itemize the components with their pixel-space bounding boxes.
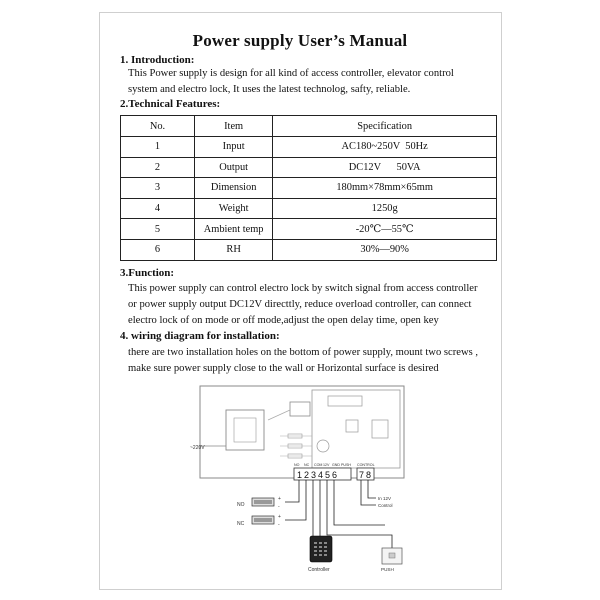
transformer-icon — [226, 410, 264, 450]
board-component — [346, 420, 358, 432]
table-header-row — [121, 116, 497, 137]
function-line-3: electro lock of on mode or off mode,adjust the open delay time, open key — [128, 315, 439, 326]
table-row — [121, 219, 497, 240]
terminal-3: 3 — [311, 470, 317, 480]
cell-spec: 30%—90% — [273, 239, 497, 260]
fuse-holder-icon — [290, 402, 310, 416]
cell-no: 2 — [121, 157, 195, 178]
table-row — [121, 178, 497, 199]
function-heading: 3.Function: — [120, 267, 175, 279]
cell-item: Dimension — [194, 178, 272, 199]
cell-item: RH — [194, 239, 272, 260]
specification-table — [120, 115, 497, 261]
keypad-controller-icon — [310, 536, 332, 562]
cell-no: 5 — [121, 219, 195, 240]
terminal-group-gnd: GND — [332, 463, 340, 467]
board-component — [328, 396, 362, 406]
column-header-item: Item — [194, 116, 272, 137]
terminal-group-12v: 12V — [323, 463, 330, 467]
cell-no: 3 — [121, 178, 195, 199]
cell-spec: AC180~250V 50Hz — [273, 137, 497, 158]
cell-item: Input — [194, 137, 272, 158]
wiring-heading: 4. wiring diagram for installation: — [120, 330, 280, 342]
in-12v-label: In 12V — [378, 496, 392, 501]
push-label: PUSH — [381, 567, 394, 572]
function-line-1: This power supply can control electro lock by switch signal from access controller — [128, 283, 478, 294]
terminal-group-no: NO — [294, 463, 300, 467]
wiring-lines — [285, 480, 392, 556]
ac-input-label: ~220V — [190, 445, 205, 451]
control-label: Control — [378, 503, 393, 508]
terminal-group-nc: NC — [304, 463, 310, 467]
page-title: Power supply User’s Manual — [192, 31, 408, 50]
terminal-5: 5 — [325, 470, 331, 480]
nc-lock-minus: - — [278, 522, 280, 528]
cell-no: 4 — [121, 198, 195, 219]
terminal-4: 4 — [318, 470, 324, 480]
table-row — [121, 239, 497, 260]
terminal-6: 6 — [332, 470, 338, 480]
cell-item: Ambient temp — [194, 219, 272, 240]
nc-lock-label: NC — [237, 521, 245, 527]
cell-item: Weight — [194, 198, 272, 219]
board-component — [372, 420, 388, 438]
cell-no: 6 — [121, 239, 195, 260]
terminal-group-push: PUSH — [341, 463, 351, 467]
wiring-line-1: there are two installation holes on the bottom of power supply, mount two screws , — [128, 347, 479, 358]
table-row — [121, 137, 497, 158]
wiring-diagram — [170, 380, 420, 575]
no-lock-plus: + — [278, 496, 281, 502]
transformer-core — [234, 418, 256, 442]
controller-label: Controller — [308, 567, 330, 573]
cell-no: 1 — [121, 137, 195, 158]
table-row — [121, 157, 497, 178]
technical-features-heading: 2.Technical Features: — [120, 98, 221, 110]
cell-spec: 180mm×78mm×65mm — [273, 178, 497, 199]
terminal-group-com: COM — [314, 463, 323, 467]
cell-spec: DC12V 50VA — [273, 157, 497, 178]
circuit-board — [312, 390, 400, 468]
capacitor-icon — [317, 440, 329, 452]
terminal-7: 7 — [359, 470, 365, 480]
cell-item: Output — [194, 157, 272, 178]
cell-spec: 1250g — [273, 198, 497, 219]
cell-spec: -20℃—55℃ — [273, 219, 497, 240]
terminal-2: 2 — [304, 470, 310, 480]
column-header-specification: Specification — [273, 116, 497, 137]
introduction-line-1: This Power supply is design for all kind of access controller, elevator control — [128, 68, 454, 79]
terminal-1: 1 — [297, 470, 303, 480]
introduction-heading: 1. Introduction: — [120, 54, 195, 66]
function-line-2: or power supply output DC12V directtly, reduce overload controller, can connect — [128, 299, 472, 310]
wiring-line-2: make sure power supply close to the wall or Horizontal surface is desired — [128, 363, 439, 374]
column-header-no: No. — [121, 116, 195, 137]
nc-lock-plus: + — [278, 514, 281, 520]
terminal-8: 8 — [366, 470, 372, 480]
internal-wire — [268, 410, 290, 420]
no-lock-minus: - — [278, 504, 280, 510]
introduction-line-2: system and electro lock, It uses the latest technolog, safty, reliable. — [128, 84, 411, 95]
table-row — [121, 198, 497, 219]
terminal-group-control: CONTROL — [357, 463, 375, 467]
no-lock-label: NO — [237, 502, 245, 508]
